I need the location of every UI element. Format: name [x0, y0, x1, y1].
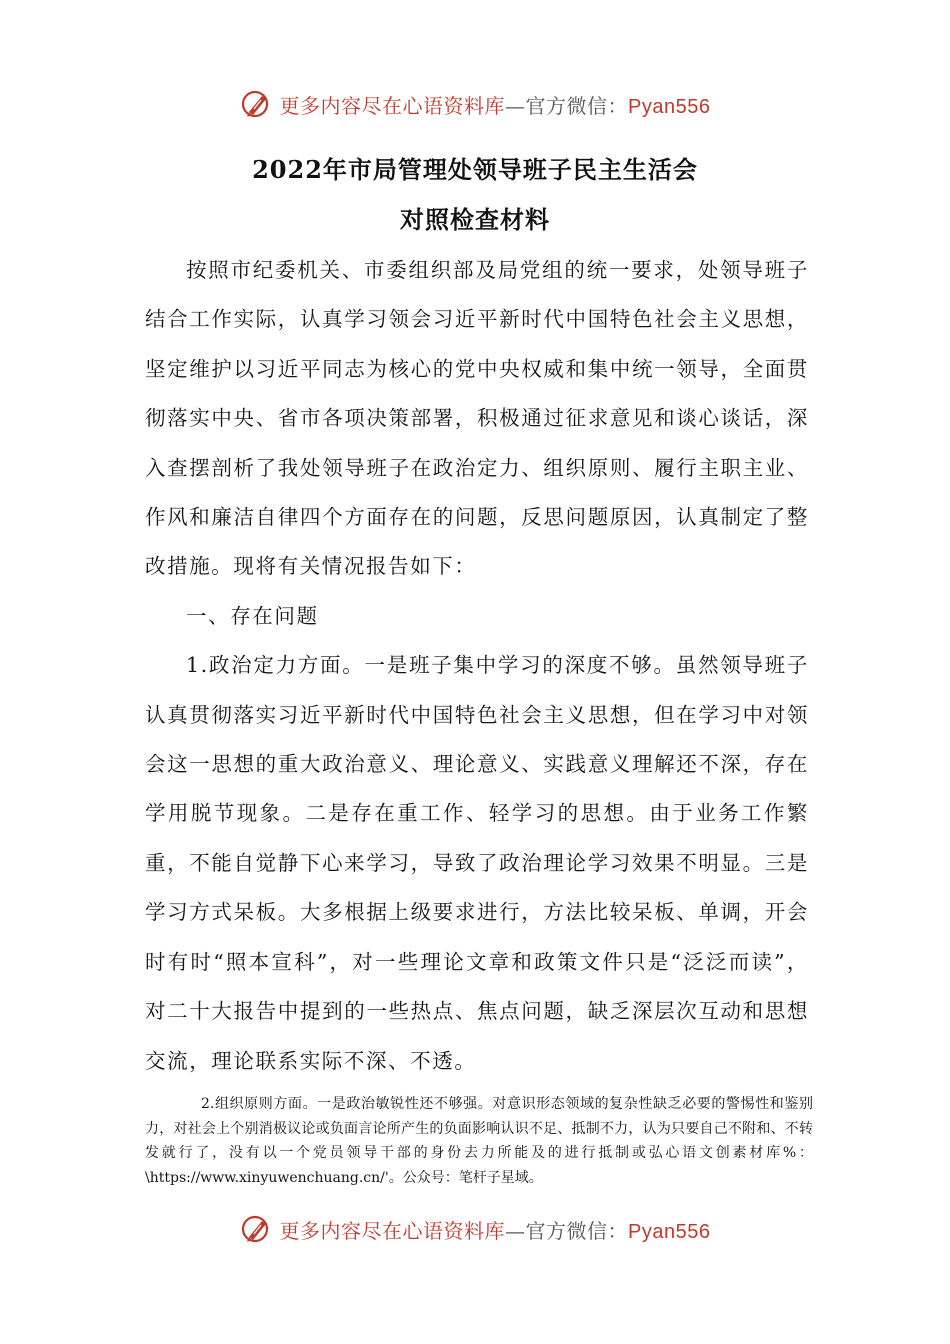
banner-brand-text: 更多内容尽在心语资料库 [279, 93, 506, 118]
organization-paragraph: 2.组织原则方面。一是政治敏锐性还不够强。对意识形态领域的复杂性缺乏必要的警惕性和鉴别力，对社会上个别消极议论或负面言论所产生的负面影响认识不足、抵制不力，认为只要自己不附和、不转发就行了，没有以一个党员领导干部的身份去力所能及的进行抵制或弘心语文创素材库%：\https://www.xinyuwenchuang.cn/'。公众号：笔杆子星域。 [145, 1096, 813, 1186]
document-title: 2022年市局管理处领导班子民主生活会 [252, 155, 698, 184]
banner-wechat-id: Pyan556 [628, 1220, 711, 1243]
banner-wechat-id: Pyan556 [628, 95, 711, 118]
banner-brand-text: 更多内容尽在心语资料库 [279, 1218, 506, 1243]
section-heading: 一、存在问题 [186, 603, 319, 628]
pen-nib-logo-icon [240, 87, 274, 121]
banner-separator-text: —官方微信： [505, 1218, 629, 1243]
intro-paragraph: 按照市纪委机关、市委组织部及局党组的统一要求，处领导班子结合工作实际，认真学习领会习近平新时代中国特色社会主义思想，坚定维护以习近平同志为核心的党中央权威和集中统一领导，全面贯彻落实中央、省市各项决策部署，积极通过征求意见和谈心谈话，深入查摆剖析了我处领导班子在政治定力、组织原则、履行主职主业、作风和廉洁自律四个方面存在的问题，反思问题原因，认真制定了整改措施。现将有关情况报告如下： [145, 258, 809, 579]
pen-nib-logo-icon [240, 1212, 274, 1246]
political-paragraph: 1.政治定力方面。一是班子集中学习的深度不够。虽然领导班子认真贯彻落实习近平新时代中国特色社会主义思想，但在学习中对领会这一思想的重大政治意义、理论意义、实践意义理解还不深，存在学用脱节现象。二是存在重工作、轻学习的思想。由于业务工作繁重，不能自觉静下心来学习，导致了政治理论学习效果不明显。三是学习方式呆板。大多根据上级要求进行，方法比较呆板、单调，开会时有时“照本宣科”，对一些理论文章和政策文件只是“泛泛而读”，对二十大报告中提到的一些热点、焦点问题，缺乏深层次互动和思想交流，理论联系实际不深、不透。 [145, 653, 809, 1073]
banner-separator-text: —官方微信： [505, 93, 629, 118]
document-body [145, 246, 809, 1086]
footer-banner [0, 1207, 950, 1251]
organization-paragraph-block [145, 1092, 813, 1190]
document-subtitle: 对照检查材料 [400, 205, 550, 234]
header-banner [0, 82, 950, 126]
